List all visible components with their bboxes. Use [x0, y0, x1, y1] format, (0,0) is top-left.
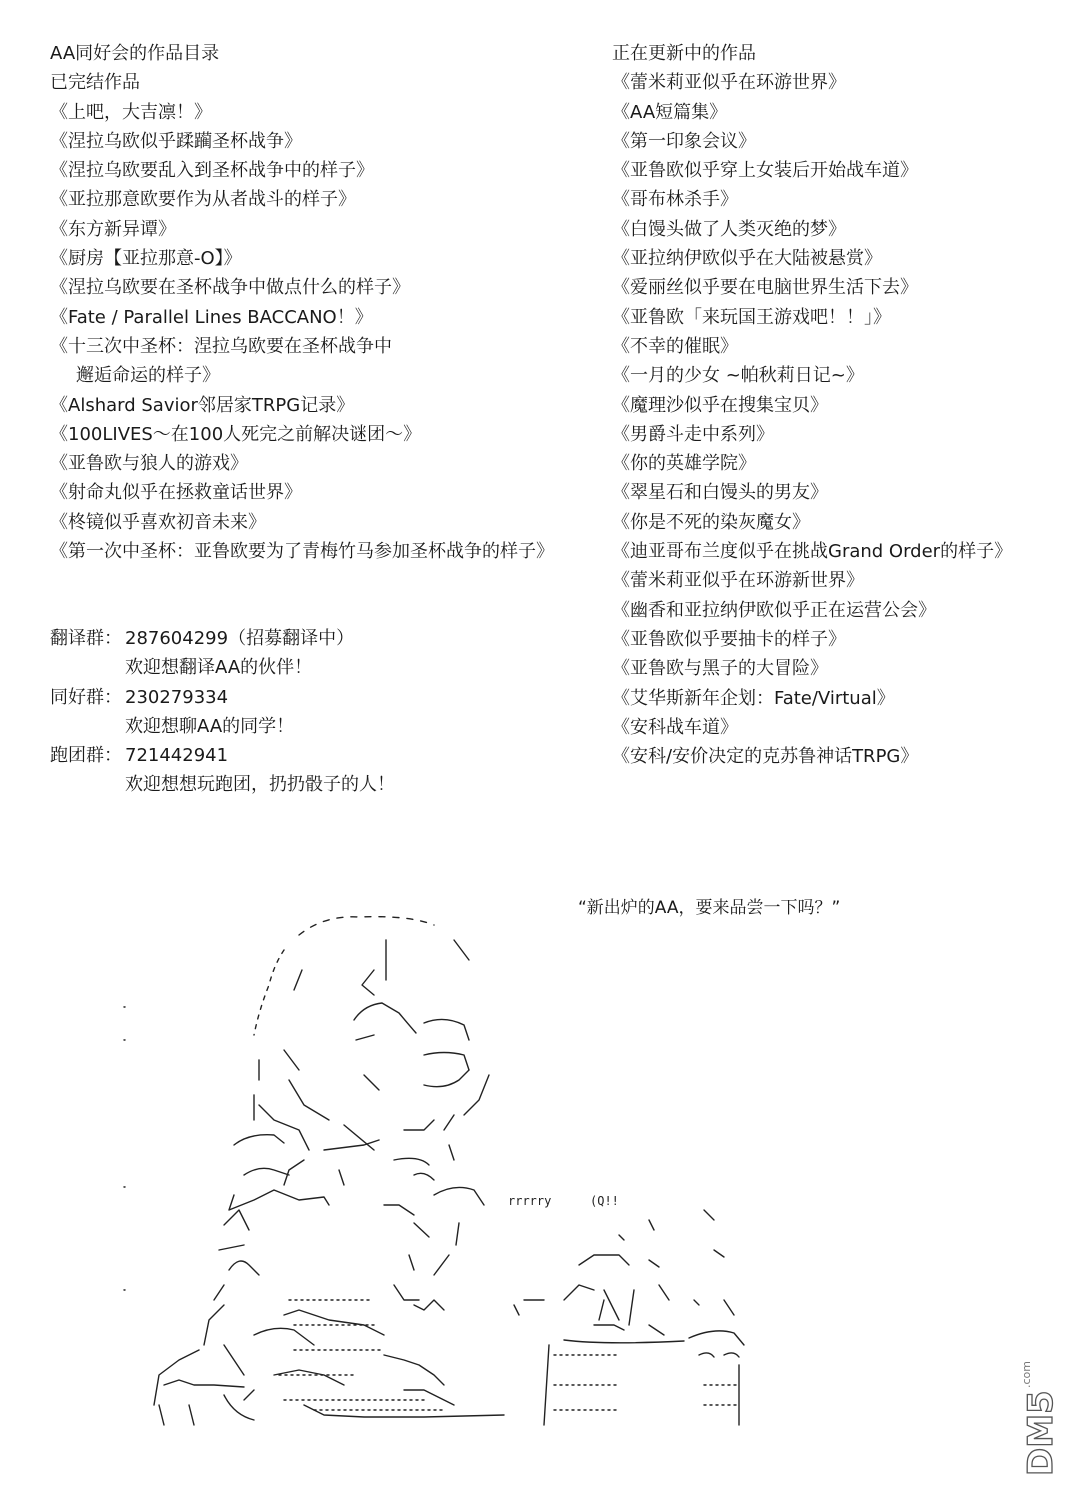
speech-bubble-text: (Q!!: [590, 1194, 619, 1208]
ongoing-work-item: 《蕾米莉亚似乎在环游新世界》: [612, 570, 864, 592]
finished-work-item: 《第一次中圣杯：亚鲁欧要为了青梅竹马参加圣杯战争的样子》: [50, 541, 554, 563]
group-number: 230279334: [125, 686, 229, 708]
fan-group-row: [50, 683, 395, 712]
finished-works-heading: 已完结作品: [50, 72, 140, 94]
finished-work-item: 《涅拉乌欧要乱入到圣杯战争中的样子》: [50, 160, 374, 182]
group-number: 721442941: [125, 745, 229, 767]
ongoing-work-item: 《翠星石和白馒头的男友》: [612, 482, 828, 504]
ongoing-work-item: 《你是不死的染灰魔女》: [612, 511, 810, 533]
dm5-watermark-logo: [1022, 1326, 1062, 1478]
watermark-domain: .com: [1020, 1361, 1033, 1388]
group-number: 287604299（招募翻译中）: [125, 628, 355, 649]
trpg-group-row: [50, 741, 395, 770]
finished-works-column: [50, 39, 580, 566]
finished-work-item: 《亚鲁欧与狼人的游戏》: [50, 453, 248, 475]
finished-work-item: 《厨房【亚拉那意-O】》: [50, 248, 242, 270]
ongoing-work-item: 《迪亚哥布兰度似乎在挑战Grand Order的样子》: [612, 541, 1013, 563]
ongoing-work-item: 《不幸的催眠》: [612, 335, 738, 357]
ongoing-work-item: 《亚鲁欧似乎要抽卡的样子》: [612, 628, 846, 650]
ongoing-work-item: 《亚拉纳伊欧似乎在大陆被悬赏》: [612, 248, 882, 270]
ongoing-work-item: 《AA短篇集》: [612, 101, 728, 123]
ongoing-work-item: 《第一印象会议》: [612, 130, 756, 152]
group-label: 跑团群：: [50, 745, 122, 767]
finished-work-item-continued: 邂逅命运的样子》: [76, 365, 220, 387]
finished-work-item: 《射命丸似乎在拯救童话世界》: [50, 482, 302, 504]
ongoing-work-item: 《安科战车道》: [612, 716, 738, 738]
ongoing-work-item: 《艾华斯新年企划：Fate/Virtual》: [612, 687, 895, 709]
watermark-logo-text: DM5: [1021, 1390, 1061, 1476]
finished-work-item: 《Alshard Savior邻居家TRPG记录》: [50, 394, 355, 416]
ongoing-work-item: 《幽香和亚拉纳伊欧似乎正在运营公会》: [612, 599, 936, 621]
group-contacts: [50, 624, 395, 800]
finished-work-item: 《Fate / Parallel Lines BACCANO！》: [50, 306, 373, 328]
finished-work-item: 《涅拉乌欧似乎蹂躏圣杯战争》: [50, 130, 302, 152]
group-label: 翻译群：: [50, 628, 122, 649]
ongoing-works-column: [612, 39, 1052, 771]
finished-work-item: 《柊镜似乎喜欢初音未来》: [50, 511, 266, 533]
ongoing-work-item: 《安科/安价决定的克苏鲁神话TRPG》: [612, 746, 919, 768]
ongoing-work-item: 《魔理沙似乎在搜集宝贝》: [612, 394, 828, 416]
ongoing-work-item: 《男爵斗走中系列》: [612, 423, 774, 445]
catalog-title: AA同好会的作品目录: [50, 43, 220, 64]
ongoing-works-heading: 正在更新中的作品: [612, 43, 756, 64]
group-note: 欢迎想翻译AA的伙伴！: [125, 657, 313, 679]
ongoing-work-item: 《哥布林杀手》: [612, 189, 738, 211]
finished-work-item: 《东方新异谭》: [50, 218, 176, 240]
ongoing-work-item: 《蕾米莉亚似乎在环游世界》: [612, 72, 846, 94]
ongoing-work-item: 《亚鲁欧「来玩国王游戏吧！！」》: [612, 306, 891, 328]
finished-work-item: 《上吧，大吉凛！》: [50, 101, 212, 123]
ongoing-work-item: 《爱丽丝似乎要在电脑世界生活下去》: [612, 277, 918, 299]
sound-effect-text: rrrrry: [508, 1194, 552, 1208]
finished-work-item: 《十三次中圣杯：涅拉乌欧要在圣杯战争中: [50, 335, 392, 357]
translation-group-row: [50, 624, 395, 653]
finished-work-item: 《涅拉乌欧要在圣杯战争中做点什么的样子》: [50, 277, 410, 299]
group-note: 欢迎想聊AA的同学！: [125, 715, 295, 737]
group-label: 同好群：: [50, 686, 122, 708]
speech-quote: “新出炉的AA，要来品尝一下吗？”: [578, 898, 841, 918]
ongoing-work-item: 《你的英雄学院》: [612, 453, 756, 475]
ongoing-work-item: 《白馒头做了人类灭绝的梦》: [612, 218, 846, 240]
finished-work-item: 《亚拉那意欧要作为从者战斗的样子》: [50, 189, 356, 211]
ongoing-work-item: 《一月的少女 ~帕秋莉日记~》: [612, 365, 864, 387]
ongoing-work-item: 《亚鲁欧与黑子的大冒险》: [612, 658, 828, 680]
finished-work-item: 《100LIVES～在100人死完之前解决谜团～》: [50, 423, 422, 445]
ascii-art-illustration: [124, 905, 774, 1435]
group-note: 欢迎想想玩跑团，扔扔骰子的人！: [125, 774, 395, 796]
ongoing-work-item: 《亚鲁欧似乎穿上女装后开始战车道》: [612, 160, 918, 182]
